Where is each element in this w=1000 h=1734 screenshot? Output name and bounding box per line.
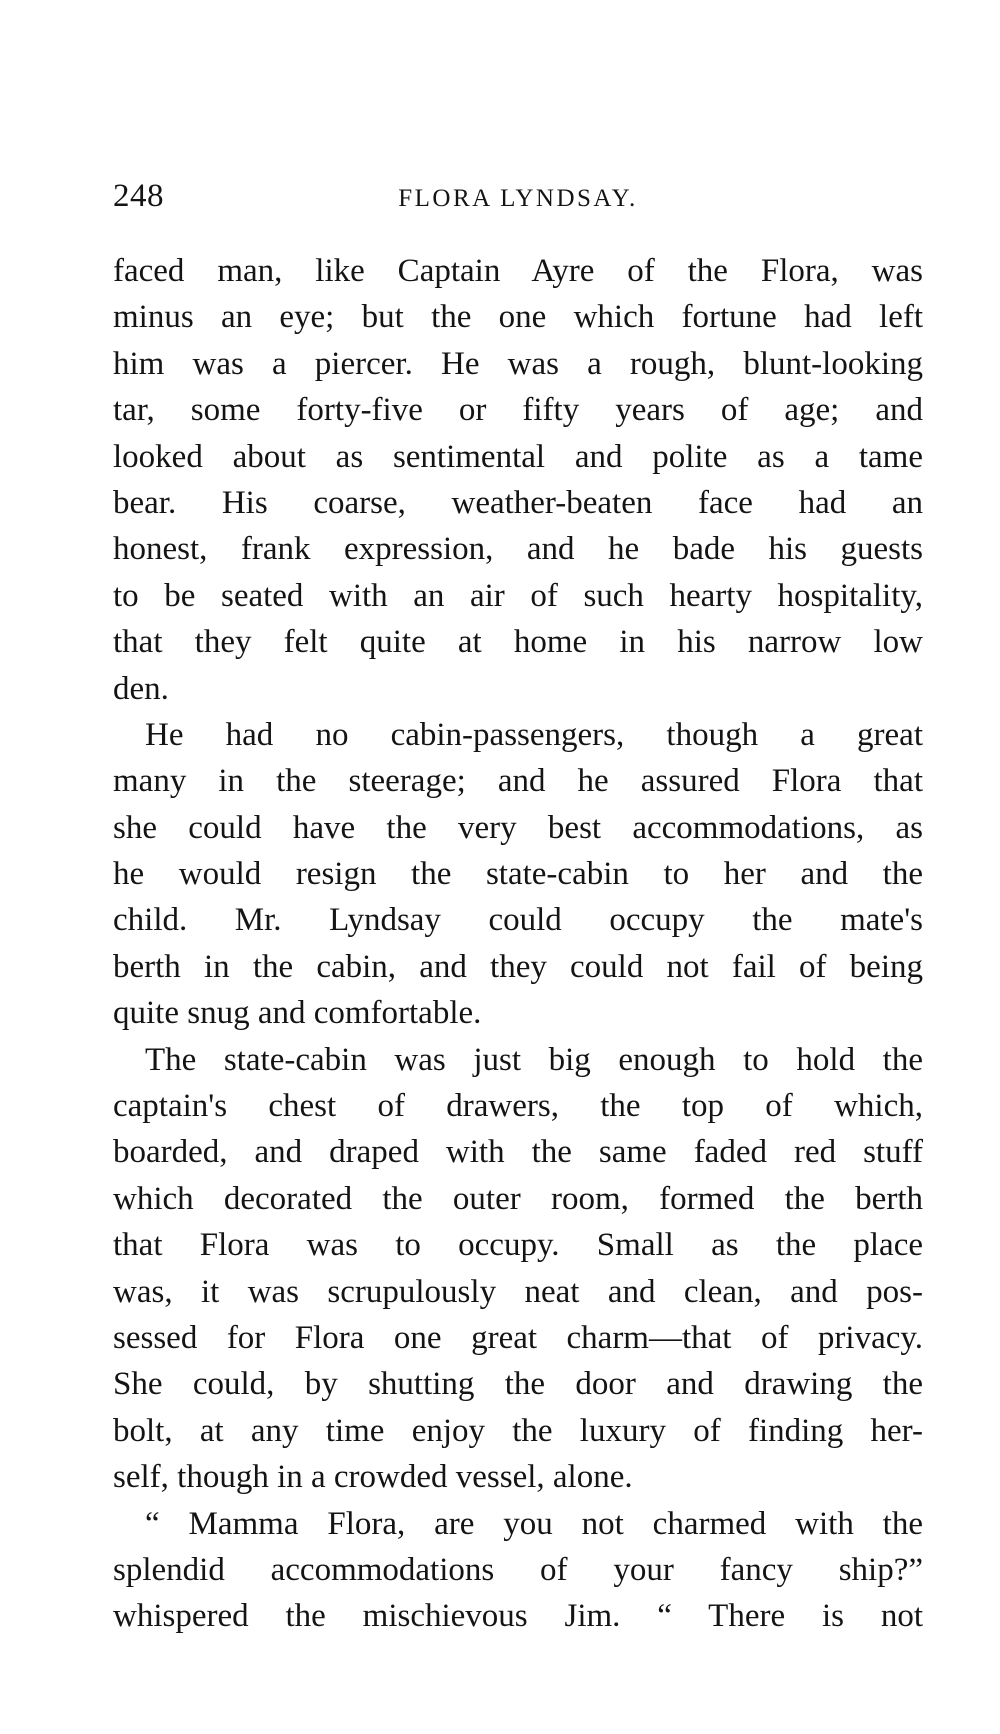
paragraph (113, 712, 923, 1037)
paragraph (113, 1037, 923, 1501)
text-line: whispered the mischievous Jim. “ There is not (113, 1598, 923, 1635)
text-line: She could, by shutting the door and drawing the (113, 1366, 923, 1403)
text-line: him was a piercer. He was a rough, blunt-looking (113, 345, 923, 382)
text-line: that Flora was to occupy. Small as the place (113, 1227, 923, 1264)
text-line: self, though in a crowded vessel, alone. (113, 1459, 633, 1496)
page-header (113, 178, 923, 228)
text-line: bear. His coarse, weather-beaten face had an (113, 484, 923, 521)
text-line: faced man, like Captain Ayre of the Flora, was (113, 253, 923, 289)
text-line: tar, some forty-five or fifty years of age; and (113, 392, 923, 429)
text-line: minus an eye; but the one which fortune had left (113, 299, 923, 336)
text-line: splendid accommodations of your fancy ship?” (113, 1551, 923, 1588)
text-line: sessed for Flora one great charm—that of privacy. (113, 1319, 923, 1356)
text-line: bolt, at any time enjoy the luxury of finding her- (113, 1412, 923, 1449)
paragraph (113, 248, 923, 712)
text-line: many in the steerage; and he assured Flora that (113, 763, 923, 800)
text-line: which decorated the outer room, formed the berth (113, 1180, 923, 1217)
text-line: “ Mamma Flora, are you not charmed with the (145, 1505, 923, 1542)
text-line: boarded, and draped with the same faded red stuff (113, 1134, 923, 1171)
text-line: he would resign the state-cabin to her and the (113, 856, 923, 893)
text-line: looked about as sentimental and polite as a tame (113, 438, 923, 475)
page-number: 248 (113, 178, 164, 214)
text-line: child. Mr. Lyndsay could occupy the mate's (113, 902, 923, 939)
paragraph (113, 1501, 923, 1640)
text-line: was, it was scrupulously neat and clean, and pos- (113, 1273, 923, 1310)
text-line: honest, frank expression, and he bade his guests (113, 531, 923, 568)
body-text (113, 248, 923, 1640)
text-line: berth in the cabin, and they could not fail of being (113, 948, 923, 985)
text-line: He had no cabin-passengers, though a great (145, 716, 923, 753)
text-line: that they felt quite at home in his narrow low (113, 624, 923, 661)
text-line: captain's chest of drawers, the top of which, (113, 1088, 923, 1125)
text-line: she could have the very best accommodations, as (113, 809, 923, 846)
text-line: to be seated with an air of such hearty hospitality, (113, 577, 923, 614)
running-head: FLORA LYNDSAY. (398, 185, 638, 212)
text-line: The state-cabin was just big enough to hold the (145, 1041, 923, 1078)
text-line: den. (113, 670, 169, 707)
text-line: quite snug and comfortable. (113, 995, 482, 1032)
